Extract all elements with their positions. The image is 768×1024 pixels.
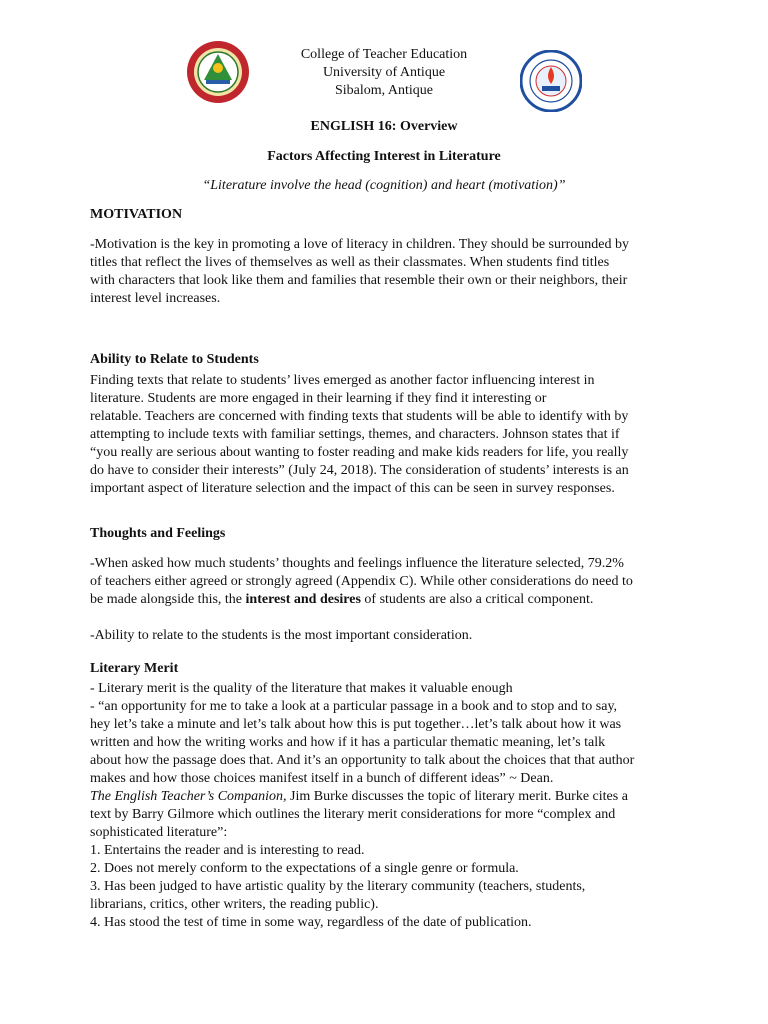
merit-paragraph (90, 680, 674, 932)
section-heading-motivation: MOTIVATION (90, 207, 183, 222)
section-heading-ability: Ability to Relate to Students (90, 352, 259, 367)
section-heading-merit: Literary Merit (90, 661, 179, 676)
text-line: -When asked how much students’ thoughts and feelings influence the literature selected, 79.2% (90, 556, 624, 571)
course-title: ENGLISH 16: Overview (310, 119, 458, 134)
book-title: The English Teacher’s Companion, (90, 789, 287, 804)
text-line: literature. Students are more engaged in their learning if they find it interesting or (90, 391, 547, 406)
text-line: hey let’s take a minute and let’s talk about how this is put together…let’s talk about how it was (90, 717, 622, 732)
header-college: College of Teacher Education (300, 47, 468, 62)
text-line: The English Teacher’s Companion, Jim Burke discusses the topic of literary merit. Burke cites a (90, 789, 628, 804)
list-item: 2. Does not merely conform to the expectations of a single genre or formula. (90, 861, 519, 876)
text-line: important aspect of literature selection and the impact of this can be seen in survey responses. (90, 481, 615, 496)
text-line: makes and how those choices manifest itself in a bunch of different ideas” ~ Dean. (90, 771, 554, 786)
text-line: sophisticated literature”: (90, 825, 228, 840)
text-line: Finding texts that relate to students’ lives emerged as another factor influencing interest in (90, 373, 595, 388)
ability-paragraph (90, 372, 674, 498)
epigraph-quote: “Literature involve the head (cognition) and heart (motivation)” (202, 178, 566, 193)
text-line: - “an opportunity for me to take a look at a particular passage in a book and to stop and to say, (90, 699, 618, 714)
thoughts-note (90, 627, 674, 645)
text-line: - Literary merit is the quality of the literature that makes it valuable enough (90, 681, 513, 696)
header-university: University of Antique (322, 65, 446, 80)
list-item: 3. Has been judged to have artistic quality by the literary community (teachers, students, (90, 879, 586, 894)
section-heading-thoughts: Thoughts and Feelings (90, 526, 226, 541)
text-line: relatable. Teachers are concerned with finding texts that students will be able to identify with by (90, 409, 629, 424)
text-line: do have to consider their interests” (July 24, 2018). The consideration of students’ interests is an (90, 463, 629, 478)
text-line: titles that reflect the lives of themselves as well as their classmates. When students find titles (90, 255, 610, 270)
list-item: librarians, critics, other writers, the reading public). (90, 897, 379, 912)
text-line: of teachers either agreed or strongly agreed (Appendix C). While other considerations do need to (90, 574, 633, 589)
list-item: 1. Entertains the reader and is interesting to read. (90, 843, 365, 858)
list-item: 4. Has stood the test of time in some way, regardless of the date of publication. (90, 915, 532, 930)
institution-header (0, 46, 768, 100)
text-line: about how the passage does that. And it’s an opportunity to talk about the choices that that author (90, 753, 635, 768)
text-line: text by Barry Gilmore which outlines the literary merit considerations for more “complex and (90, 807, 616, 822)
text-line: -Motivation is the key in promoting a love of literacy in children. They should be surrounded by (90, 237, 630, 252)
thoughts-paragraph (90, 555, 674, 609)
header-location: Sibalom, Antique (335, 83, 433, 98)
text-line: attempting to include texts with familiar settings, themes, and characters. Johnson states that if (90, 427, 620, 442)
text-line: “you really are serious about wanting to foster reading and make kids readers for life, you really (90, 445, 629, 460)
motivation-paragraph (90, 236, 674, 308)
text-line: written and how the writing works and how if it has a particular thematic meaning, let’s talk (90, 735, 606, 750)
text-line: with characters that look like them and families that resemble their own or their neighbors, their (90, 273, 628, 288)
text-line: be made alongside this, the interest and desires of students are also a critical component. (90, 592, 594, 607)
text-line: -Ability to relate to the students is the most important consideration. (90, 628, 473, 643)
emphasis-text: interest and desires (245, 592, 361, 607)
document-title: Factors Affecting Interest in Literature (267, 149, 501, 164)
text-line: interest level increases. (90, 291, 221, 306)
